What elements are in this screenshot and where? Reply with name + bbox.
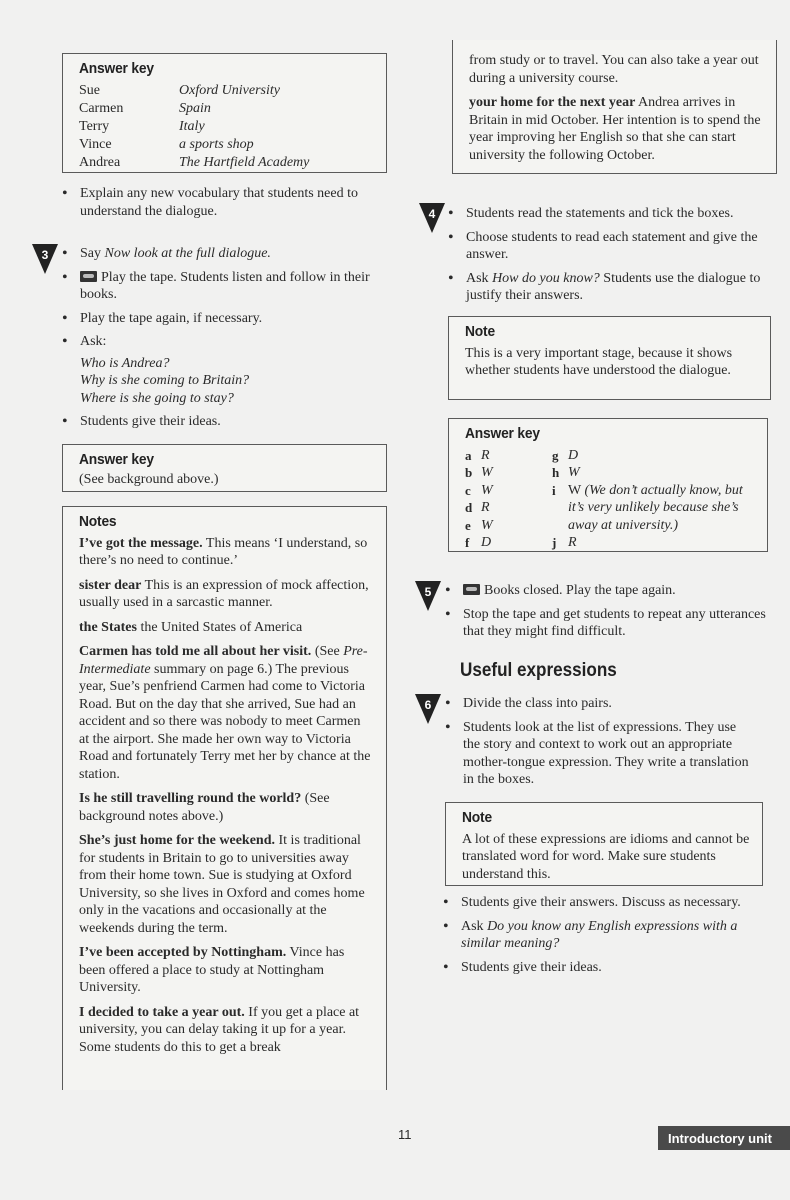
bullet-item: • Ask How do you know? Students use the dialogue to justify their answers. (448, 270, 778, 305)
useful-expressions-heading: Useful expressions (460, 660, 617, 681)
continued-notes-box (452, 40, 777, 174)
answer-key-row (79, 82, 374, 100)
note-item: the States the United States of America (79, 619, 303, 635)
step-number: 3 (41, 248, 49, 262)
item-answer: W (481, 465, 493, 480)
answer-key-title: Answer key (79, 451, 154, 468)
cassette-icon (463, 584, 480, 595)
student-name: Andrea (79, 154, 121, 170)
answer-key-row (79, 136, 374, 154)
bullet-item: • Students give their answers. Discuss as necessary. (443, 894, 758, 912)
student-name: Vince (79, 136, 112, 152)
bullet-item: • Stop the tape and get students to repeat any utterances that they might find difficult. (445, 606, 775, 641)
item-answer: R (481, 500, 490, 515)
student-place: Italy (179, 118, 205, 134)
notes-title: Notes (79, 513, 117, 530)
answer-key-row (465, 464, 552, 482)
note-item: I’ve got the message. This means ‘I understand, so there’s no need to continue.’ (79, 535, 368, 568)
step-5-bullets (445, 582, 775, 647)
bullet-item: • Play the tape. Students listen and follow in their books. (62, 269, 387, 304)
answer-key-rows (79, 82, 374, 172)
item-answer: D (568, 447, 579, 463)
step-5-marker (413, 581, 443, 613)
unit-tab: Introductory unit (658, 1126, 790, 1150)
bullet-item: • Students give their ideas. (443, 959, 758, 977)
step-4-bullets (448, 205, 778, 311)
note-box-2 (445, 802, 763, 886)
answer-key-row (79, 154, 374, 172)
item-letter: h (552, 465, 560, 480)
item-letter: e (465, 517, 471, 533)
step-number: 6 (424, 698, 432, 712)
step-number: 5 (424, 585, 432, 599)
student-place: a sports shop (179, 136, 254, 152)
answer-key-row (465, 482, 552, 500)
answer-key-left-column (465, 447, 552, 552)
note-title: Note (462, 809, 492, 826)
answer-key-row (465, 499, 552, 517)
vocab-bullets (62, 185, 387, 226)
step-4-marker (417, 203, 447, 235)
item-letter: d (465, 500, 473, 515)
answer-key-box-2 (62, 444, 387, 492)
student-name: Carmen (79, 100, 124, 116)
note-item: Is he still travelling round the world? (See background notes above.) (79, 791, 330, 824)
item-letter: b (465, 465, 473, 480)
answer-key-row (79, 118, 374, 136)
question: Why is she coming to Britain? (80, 373, 250, 388)
answer-key-row (465, 517, 552, 535)
bullet-item: • Ask Do you know any English expressions with a similar meaning? (443, 918, 758, 953)
note-item: I’ve been accepted by Nottingham. Vince has been offered a place to study at Nottingham University. (79, 945, 345, 995)
bullet-item: • Students give their ideas. (62, 413, 387, 431)
item-answer: R (568, 535, 577, 550)
page-number: 11 (398, 1127, 412, 1142)
question: Who is Andrea? (80, 355, 170, 371)
item-letter: i (552, 482, 556, 498)
step-number: 4 (428, 207, 436, 221)
student-place: The Hartfield Academy (179, 154, 310, 170)
step-3-marker (30, 244, 60, 276)
note-text: A lot of these expressions are idioms and cannot be translated word for word. Make sure students understand this. (462, 831, 750, 882)
answer-key-title: Answer key (79, 60, 154, 77)
note-box-1 (448, 316, 771, 400)
bullet-item: • Students read the statements and tick the boxes. (448, 205, 778, 223)
answer-key-text: (See background above.) (79, 471, 219, 487)
bullet-item: • Play the tape again, if necessary. (62, 310, 387, 328)
bullet-item: • Explain any new vocabulary that students need to understand the dialogue. (62, 185, 387, 220)
item-letter: a (465, 447, 472, 463)
question: Where is she going to stay? (80, 390, 234, 406)
step-6-bullets (445, 695, 750, 795)
bullet-item: • Divide the class into pairs. (445, 695, 750, 713)
note-title: Note (465, 323, 495, 340)
bullet-item: • Say Now look at the full dialogue. (62, 245, 387, 263)
item-letter: c (465, 482, 471, 498)
answer-key-box-3 (448, 418, 768, 552)
answer-key-box-1 (62, 53, 387, 173)
bullet-item: • Choose students to read each statement and give the answer. (448, 229, 778, 264)
item-answer: W (568, 465, 580, 480)
student-name: Terry (79, 118, 110, 134)
answer-key-row (79, 100, 374, 118)
answer-key-row (552, 464, 755, 482)
student-place: Spain (179, 100, 211, 116)
notes-box (62, 506, 387, 1090)
note-item: sister dear This is an expression of mock affection, usually used in a sarcastic manner. (79, 577, 369, 610)
answer-key-row (465, 534, 552, 552)
bullet-item: • Ask: Who is Andrea? Why is she coming to Britain? Where is she going to stay? (62, 333, 387, 407)
answer-key-right-column (552, 447, 755, 552)
note-item: your home for the next year Andrea arrives in Britain in mid October. Her intention is to spend the year improving her English so that she can start university the following October. (469, 95, 761, 163)
answer-key-row (465, 447, 552, 465)
answer-key-row (552, 534, 755, 552)
note-item: Carmen has told me all about her visit. (See Pre-Intermediate summary on page 6.) The previous year, Sue’s penfriend Carmen had come to Victoria Road. But on the day that she arrived, Sue had an accident and so there was nobody to meet Carmen at the airport. She made her own way to Victoria Road and fortunately Terry met her by chance at the station. (79, 644, 371, 782)
answer-key-row (552, 447, 755, 465)
step-6-marker (413, 694, 443, 726)
note-text: This is a very important stage, because it shows whether students have understood the dialogue. (465, 345, 733, 378)
item-letter: f (465, 535, 470, 550)
bullet-item: • Students look at the list of expressions. They use the story and context to work out an appropriate mother-tongue expression. They write a translation in the boxes. (445, 719, 750, 789)
answer-key-title: Answer key (465, 425, 540, 442)
answer-key-row (552, 482, 755, 535)
student-place: Oxford University (179, 82, 280, 98)
note-continued: from study or to travel. You can also take a year out during a university course. (469, 53, 759, 86)
final-bullets (443, 894, 758, 982)
step-3-bullets (62, 245, 387, 437)
student-name: Sue (79, 82, 100, 98)
item-answer: W (481, 482, 493, 498)
note-item: She’s just home for the weekend. It is traditional for students in Britain to go to universities away from their home town. Sue is studying at Oxford University, so she lives in Oxford and comes home only in the vacations and occasionally at the weekends during the term. (79, 833, 365, 936)
item-answer: W (481, 517, 493, 533)
item-answer: D (481, 535, 492, 550)
bullet-item: • Books closed. Play the tape again. (445, 582, 775, 600)
note-item: I decided to take a year out. If you get a place at university, you can delay taking it up for a year. Some students do this to get a break (79, 1004, 360, 1055)
item-answer: W (We don’t actually know, but it’s very unlikely because she’s away at university.) (568, 482, 743, 533)
item-letter: j (552, 535, 557, 550)
cassette-icon (80, 271, 97, 282)
item-letter: g (552, 447, 559, 463)
item-answer: R (481, 447, 490, 463)
